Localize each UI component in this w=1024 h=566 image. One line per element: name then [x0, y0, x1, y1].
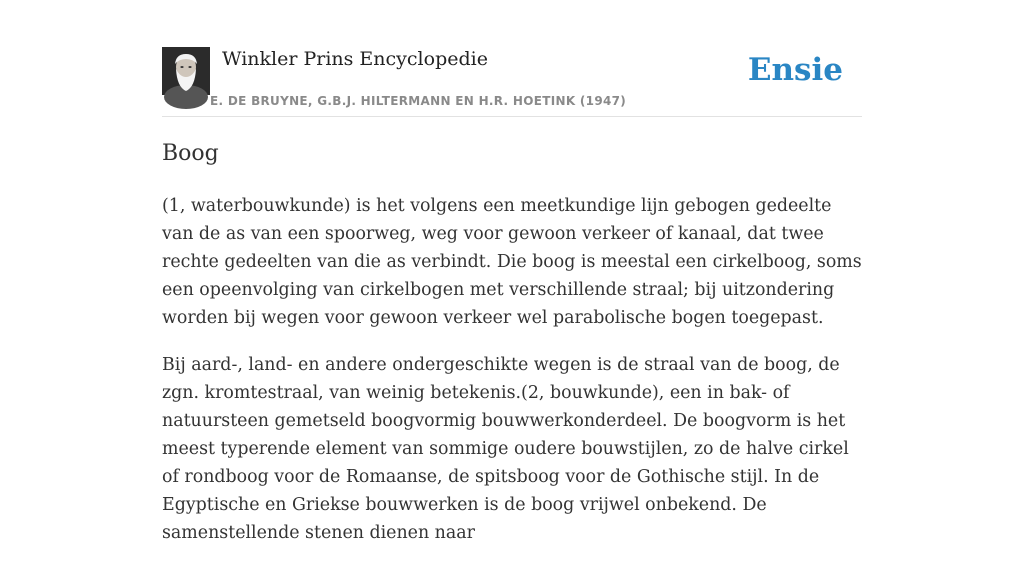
article-body	[162, 192, 862, 566]
article-paragraph: Bij aard-, land- en andere ondergeschikte wegen is de straal van de boog, de zgn. kromtestraal, van weinig betekenis.(2, bouwkunde), een in bak- of natuursteen gemetseld boogvormig bouwwerkonderdeel. De boogvorm is het meest typerende element van sommige oudere bouwstijlen, zo de halve cirkel of rondboog voor de Romaanse, de spitsboog voor de Gothische stijl. In de Egyptische en Griekse bouwwerken is de boog vrijwel onbekend. De samenstellende stenen dienen naar	[162, 355, 849, 543]
book-title[interactable]: Winkler Prins Encyclopedie	[222, 48, 488, 70]
article-title: Boog	[162, 141, 219, 166]
book-header	[162, 46, 862, 117]
book-authors: E. DE BRUYNE, G.B.J. HILTERMANN EN H.R. HOETINK (1947)	[210, 94, 627, 108]
ensie-logo[interactable]: Ensie	[747, 52, 843, 88]
article-paragraph: (1, waterbouwkunde) is het volgens een meetkundige lijn gebogen gedeelte van de as van een spoorweg, weg voor gewoon verkeer of kanaal, dat twee rechte gedeelten van die as verbindt. Die boog is meestal een cirkelboog, soms een opeenvolging van cirkelbogen met verschillende straal; bij uitzondering worden bij wegen voor gewoon verkeer wel parabolische bogen toegepast.	[162, 196, 862, 328]
page	[162, 0, 862, 543]
author-portrait-icon	[162, 47, 210, 95]
author-avatar[interactable]	[162, 47, 210, 95]
